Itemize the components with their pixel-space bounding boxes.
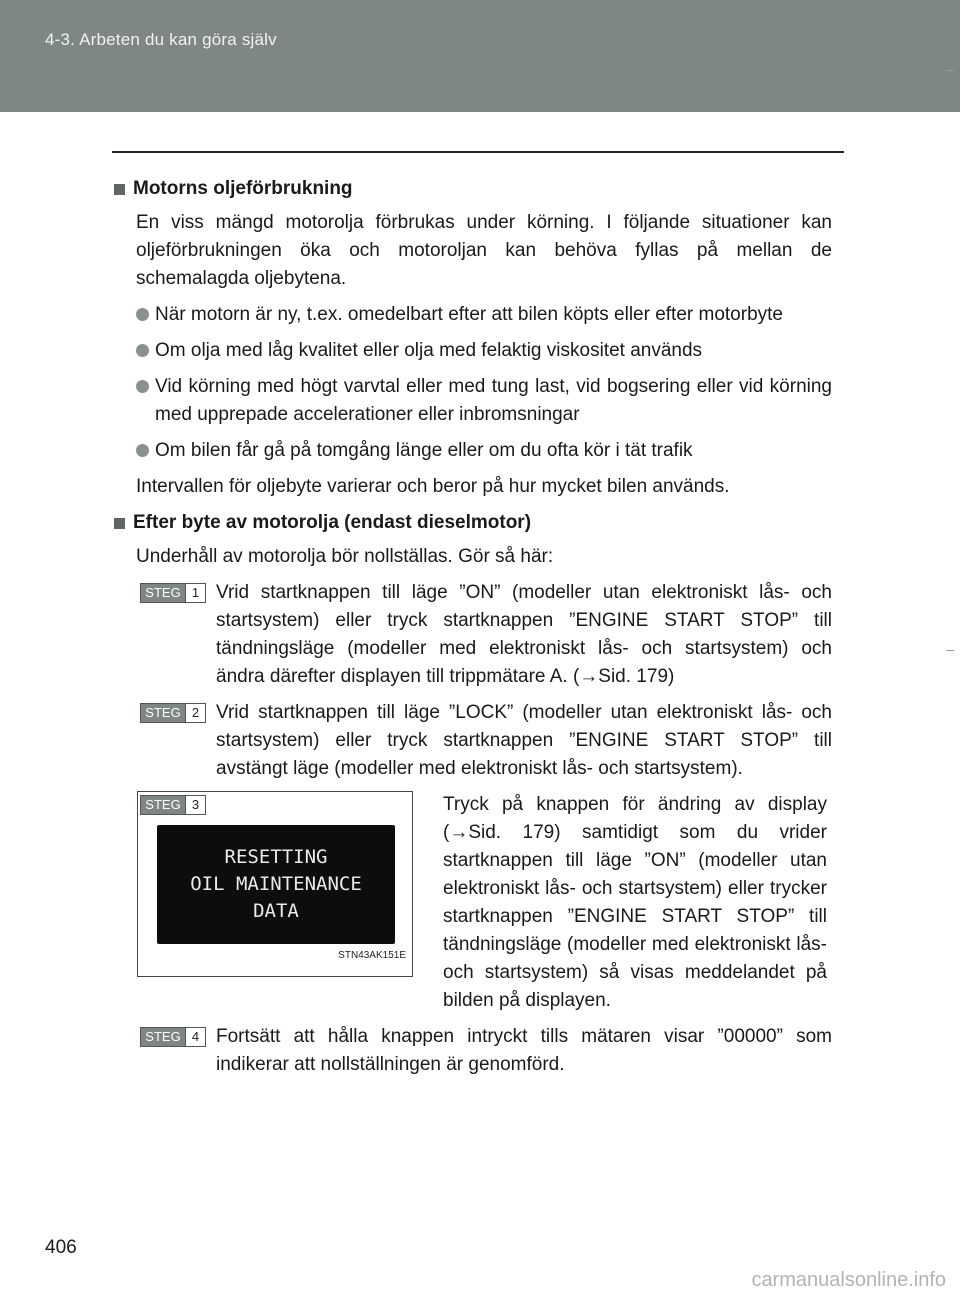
section-heading: Efter byte av motorolja (endast dieselmotor): [112, 509, 832, 537]
paragraph: Underhåll av motorolja bör nollställas. Gör så här:: [136, 546, 554, 567]
paragraph: Intervallen för oljebyte varierar och beror på hur mycket bilen används.: [136, 476, 730, 497]
display-line: OIL MAINTENANCE: [190, 873, 362, 895]
list-item: Om olja med låg kvalitet eller olja med felaktig viskositet används: [136, 337, 832, 365]
step-badge: STEG 3: [140, 795, 206, 815]
display-screen: [157, 825, 395, 944]
figure-code: STN43AK151E: [338, 950, 406, 961]
step-1: STEG 1 Vrid startknappen till läge ”ON” (modeller utan elektroniskt lås- och startsystem) eller tryck startknappen ”ENGINE START STOP” till tändningsläge (modeller med elektroniskt lås- och startsystem) och ändra därefter displayen till trippmätare A. (→Sid. 179): [140, 579, 832, 691]
list-item: Om bilen får gå på tomgång länge eller om du ofta kör i tät trafik: [136, 437, 832, 465]
circle-bullet-icon: [136, 344, 149, 357]
divider: [112, 151, 844, 153]
section-heading: Motorns oljeförbrukning: [112, 175, 832, 203]
step-2: STEG 2 Vrid startknappen till läge ”LOCK” (modeller utan elektroniskt lås- och startsystem) eller tryck startknappen ”ENGINE START STOP” till avstängt läge (modeller med elektroniskt lås- och startsystem).: [140, 699, 832, 783]
crop-mark: [946, 70, 954, 71]
step-3: STEG 3 RESETTING OIL MAINTENANCE DATA STN43AK151E Tryck på knappen för ändring av display (→Sid. 179) samtidigt som du vrider startknappen till läge ”ON” (modeller utan elektroniskt lås- och startsystem) eller trycker startknappen ”ENGINE START STOP” till tändningsläge (modeller med elektroniskt lås- och startsystem) så visas meddelandet på bilden på displayen.: [137, 791, 832, 1015]
list-item: Vid körning med högt varvtal eller med tung last, vid bogsering eller vid körning med upprepade accelerationer eller inbromsningar: [136, 373, 832, 429]
square-bullet-icon: [114, 184, 125, 195]
list-item: När motorn är ny, t.ex. omedelbart efter att bilen köpts eller efter motorbyte: [136, 301, 832, 329]
circle-bullet-icon: [136, 380, 149, 393]
section-title: 4-3. Arbeten du kan göra själv: [45, 30, 277, 49]
page-number: 406: [45, 1237, 77, 1258]
display-line: RESETTING: [224, 846, 328, 868]
square-bullet-icon: [114, 518, 125, 529]
watermark: carmanualsonline.info: [751, 1269, 946, 1291]
page-header: [0, 0, 960, 112]
circle-bullet-icon: [136, 444, 149, 457]
paragraph: En viss mängd motorolja förbrukas under körning. I följande situationer kan oljeförbrukningen öka och motoroljan kan behöva fyllas på mellan de schemalagda oljebytena.: [136, 212, 832, 289]
step-badge: STEG 4: [140, 1027, 206, 1047]
step-badge: STEG 1: [140, 583, 206, 603]
crop-mark: [946, 650, 954, 651]
display-line: DATA: [253, 900, 299, 922]
display-figure: [137, 791, 413, 977]
step-4: STEG 4 Fortsätt att hålla knappen intryckt tills mätaren visar ”00000” som indikerar att nollställningen är genomförd.: [140, 1023, 832, 1079]
circle-bullet-icon: [136, 308, 149, 321]
main-content: [112, 175, 832, 1087]
step-badge: STEG 2: [140, 703, 206, 723]
